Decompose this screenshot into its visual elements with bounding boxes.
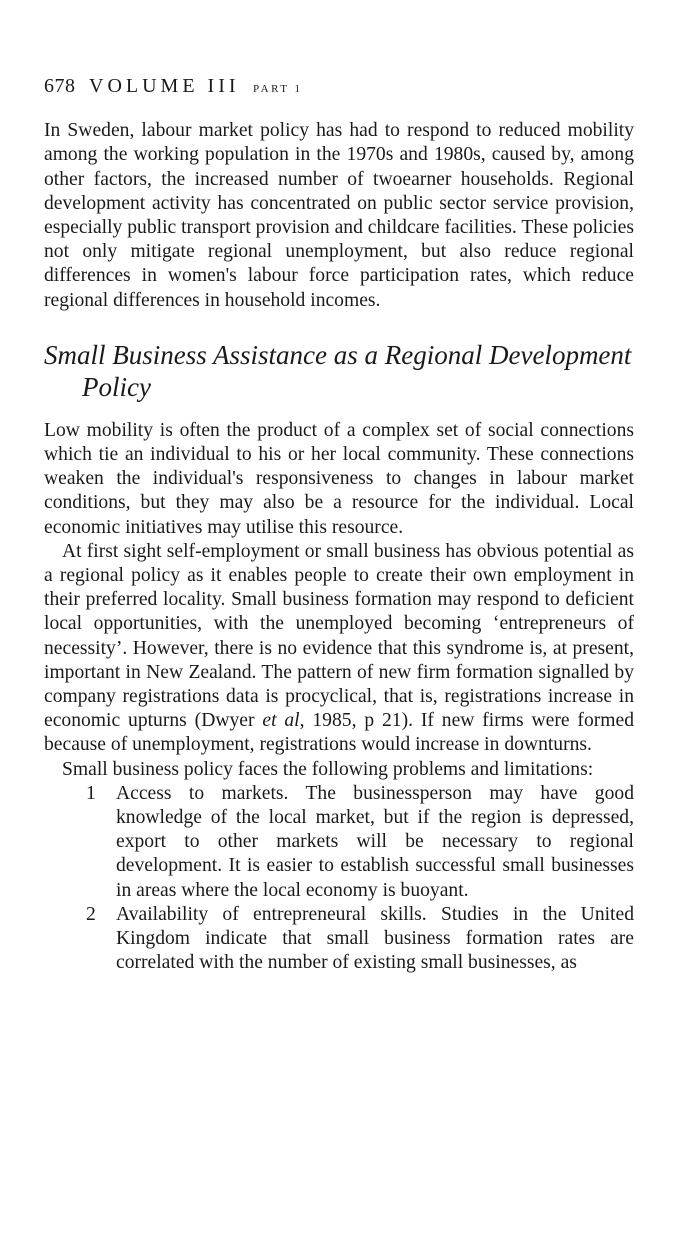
section-heading: Small Business Assistance as a Regional Development Policy bbox=[44, 339, 632, 402]
list-item-text: Access to markets. The businessperson may have good knowledge of the local market, but if the region is depressed, export to other markets will be necessary to regional development. It is easier to establish successful small businesses in areas where the local economy is buoyant. bbox=[116, 782, 634, 901]
paragraph-self-employment bbox=[44, 540, 634, 758]
paragraph-self-employment-text: At first sight self-employment or small business has obvious potential as a regional policy as it enables people to create their own employment in their preferred locality. Small business formation may respond to deficient local opportunities, with the unemployed becoming ‘entrepreneurs of necessity’. However, there is no evidence that this syndrome is, at present, important in New Zealand. The pattern of new firm formation signalled by company registrations data is procyclical, that is, registrations increase in economic upturns (Dwyer bbox=[44, 540, 634, 732]
list-item-number: 1 bbox=[86, 782, 96, 804]
running-head bbox=[44, 74, 634, 101]
book-page bbox=[44, 74, 634, 976]
list-item bbox=[86, 903, 634, 976]
list-item bbox=[86, 782, 634, 903]
paragraph-self-employment-end: , 1985, p 21). If new firms were formed because of unemployment, registrations would increase in downturns. bbox=[44, 710, 634, 756]
list-item-number: 2 bbox=[86, 903, 96, 925]
limitations-list bbox=[44, 782, 634, 976]
part-label: PART 1 bbox=[253, 83, 303, 95]
paragraph-low-mobility: Low mobility is often the product of a complex set of social connections which tie an individual to his or her local community. These connections weaken the individual's responsiveness to changes in labour market conditions, but they may also be a resource for the individual. Local economic initiatives may utilise this resource. bbox=[44, 419, 634, 538]
paragraph-limitations-intro: Small business policy faces the following problems and limitations: bbox=[62, 758, 594, 780]
list-item-text: Availability of entrepreneural skills. Studies in the United Kingdom indicate that small business formation rates are correlated with the number of existing small businesses, as bbox=[116, 903, 634, 974]
volume-label: VOLUME III bbox=[89, 75, 240, 97]
page-number: 678 bbox=[44, 75, 76, 97]
citation-et-al: et al bbox=[262, 710, 300, 732]
paragraph-sweden: In Sweden, labour market policy has had to respond to reduced mobility among the working population in the 1970s and 1980s, caused by, among other factors, the increased number of twoearner households. Regional development activity has concentrated on public sector service provision, especially public transport provision and childcare facilities. These policies not only mitigate regional unemployment, but also reduce regional differences in women's labour force participation rates, which reduce regional differences in household incomes. bbox=[44, 120, 634, 311]
